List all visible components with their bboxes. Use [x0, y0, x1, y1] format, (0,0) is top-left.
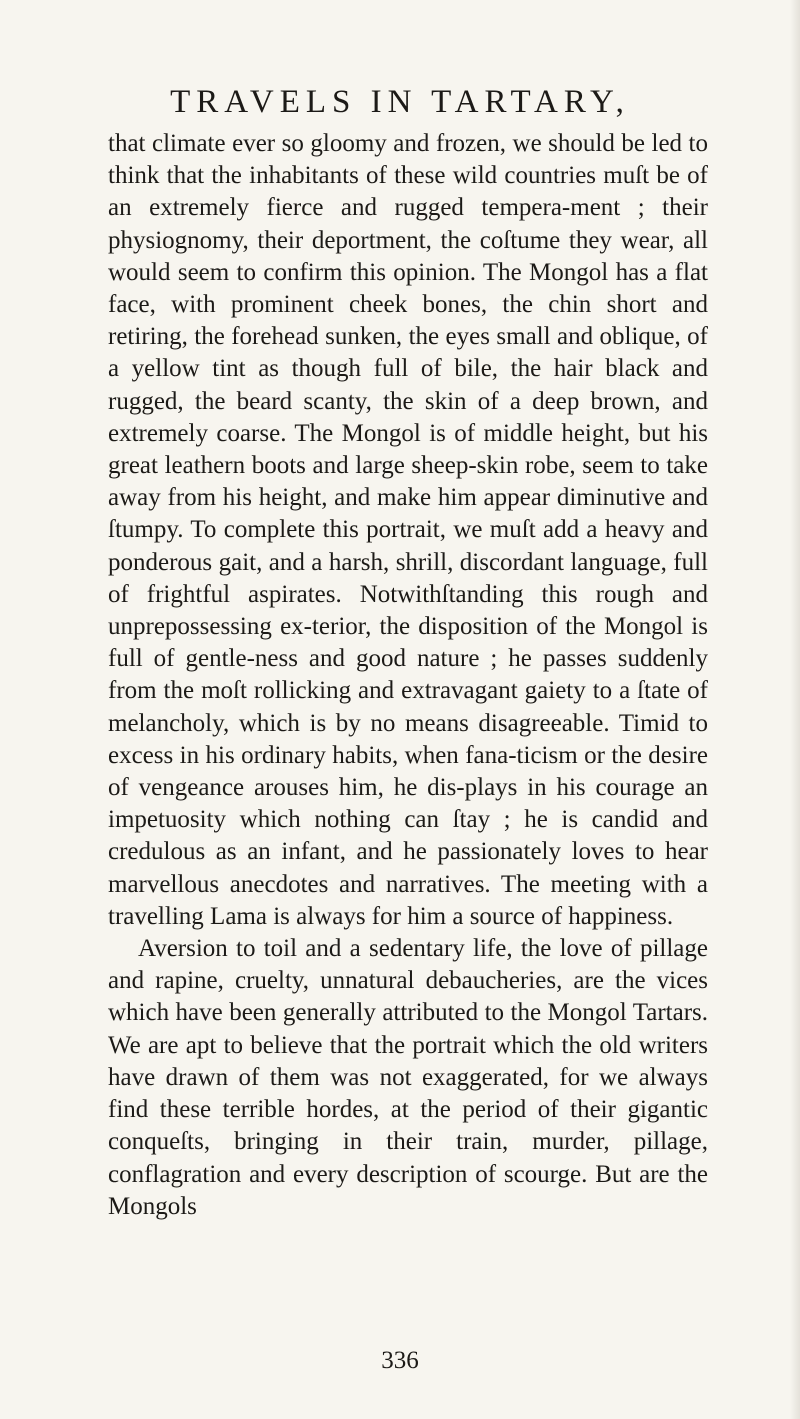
running-head: TRAVELS IN TARTARY, [170, 84, 630, 120]
body-text [108, 128, 708, 1223]
page-number: 336 [381, 1347, 419, 1374]
paragraph-1: that climate ever so gloomy and frozen, we should be led to think that the inhabitants of these wild countries muſt be of an extremely fierce and rugged tempera-ment ; their physiognomy, their deportment, the coſtume they wear, all would seem to confirm this opinion. The Mongol has a flat face, with prominent cheek bones, the chin short and retiring, the forehead sunken, the eyes small and oblique, of a yellow tint as though full of bile, the hair black and rugged, the beard scanty, the skin of a deep brown, and extremely coarse. The Mongol is of middle height, but his great leathern boots and large sheep-skin robe, seem to take away from his height, and make him appear diminutive and ſtumpy. To complete this portrait, we muſt add a heavy and ponderous gait, and a harsh, shrill, discordant language, full of frightful aspirates. Notwithſtanding this rough and unprepossessing ex-terior, the disposition of the Mongol is full of gentle-ness and good nature ; he passes suddenly from the moſt rollicking and extravagant gaiety to a ſtate of melancholy, which is by no means disagreeable. Timid to excess in his ordinary habits, when fana-ticism or the desire of vengeance arouses him, he dis-plays in his courage an impetuosity which nothing can ſtay ; he is candid and credulous as an infant, and he passionately loves to hear marvellous anecdotes and narratives. The meeting with a travelling Lama is always for him a source of happiness. [108, 130, 708, 930]
paragraph-2: Aversion to toil and a sedentary life, the love of pillage and rapine, cruelty, unnatural debaucheries, are the vices which have been generally attributed to the Mongol Tartars. We are apt to believe that the portrait which the old writers have drawn of them was not exaggerated, for we always find these terrible hordes, at the period of their gigantic conqueſts, bringing in their train, murder, pillage, conflagration and every description of scourge. But are the Mongols [108, 935, 708, 1220]
page-edge-shadow [790, 0, 800, 1419]
